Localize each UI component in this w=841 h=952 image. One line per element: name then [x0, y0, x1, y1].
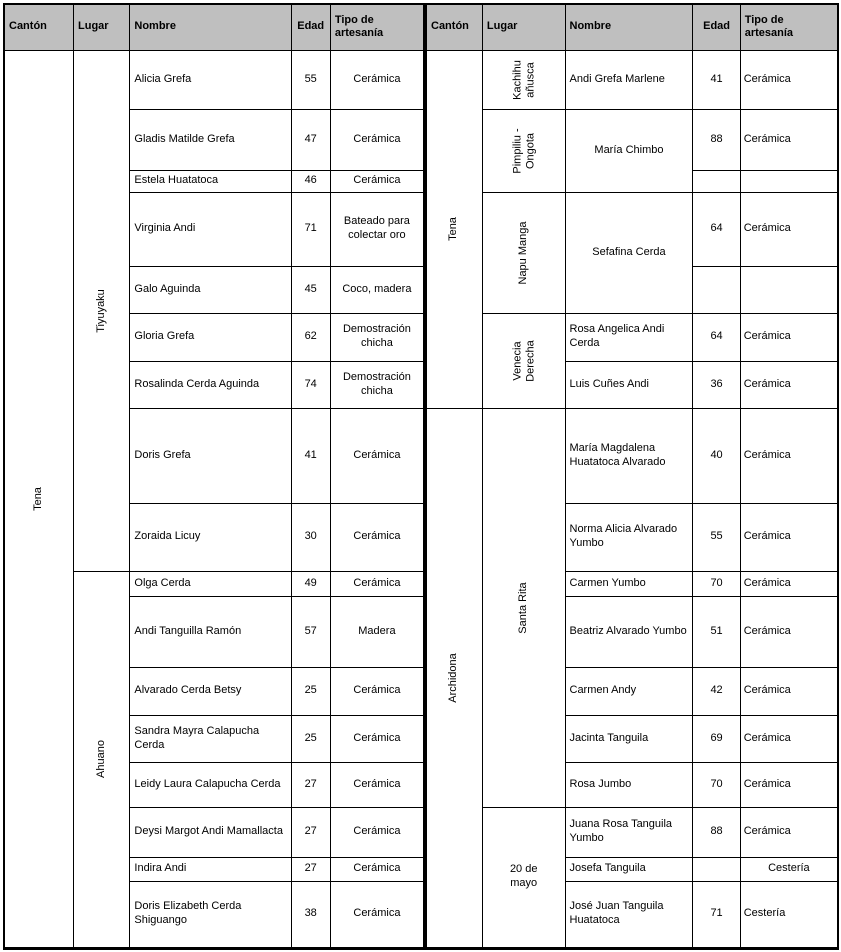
lugar-label: Santa Rita — [516, 581, 529, 634]
cell-nombre: Juana Rosa Tanguila Yumbo — [565, 807, 693, 857]
lugar-label-santa-rita — [482, 408, 565, 807]
cell-edad: 27 — [291, 807, 330, 857]
cell-tipo: Cerámica — [330, 715, 425, 762]
cell-edad: 30 — [291, 503, 330, 571]
cell-edad: 49 — [291, 571, 330, 596]
cell-tipo: Cerámica — [740, 313, 838, 361]
table-row — [4, 571, 838, 596]
cell-nombre: Doris Grefa — [130, 408, 291, 503]
cell-nombre: Luis Cuñes Andi — [565, 361, 693, 408]
cell-edad: 45 — [291, 266, 330, 313]
cell-edad: 62 — [291, 313, 330, 361]
cell-nombre: Olga Cerda — [130, 571, 291, 596]
cell-edad: 47 — [291, 109, 330, 170]
cell-nombre: Zoraida Licuy — [130, 503, 291, 571]
cell-tipo: Cerámica — [330, 857, 425, 881]
lugar-label: Tiyuyaku — [94, 288, 107, 333]
lugar-label: 20 de mayo — [509, 863, 538, 889]
cell-edad: 88 — [693, 109, 740, 170]
cell-nombre: Carmen Yumbo — [565, 571, 693, 596]
lugar-label-ahuano — [74, 571, 130, 948]
cell-tipo: Cerámica — [330, 571, 425, 596]
cell-nombre: Andi Grefa Marlene — [565, 50, 693, 109]
cell-edad: 36 — [693, 361, 740, 408]
cell-nombre: Sandra Mayra Calapucha Cerda — [130, 715, 291, 762]
artisans-table — [3, 3, 839, 950]
cell-tipo: Cerámica — [740, 715, 838, 762]
cell-nombre: Josefa Tanguila — [565, 857, 693, 881]
cell-edad: 27 — [291, 762, 330, 807]
cell-tipo: Cerámica — [330, 807, 425, 857]
lugar-label: Kachihuañusca — [511, 59, 536, 100]
cell-edad: 74 — [291, 361, 330, 408]
cell-edad: 55 — [291, 50, 330, 109]
cell-tipo: Cerámica — [740, 667, 838, 715]
cell-tipo: Demostración chicha — [330, 361, 425, 408]
cell-nombre: Gloria Grefa — [130, 313, 291, 361]
header-nombre-left: Nombre — [130, 4, 291, 50]
cell-edad-empty — [693, 266, 740, 313]
cell-edad: 64 — [693, 313, 740, 361]
cell-nombre: Rosa Angelica Andi Cerda — [565, 313, 693, 361]
lugar-label-tiyuyaku — [74, 50, 130, 571]
header-tipo-right: Tipo de artesanía — [740, 4, 838, 50]
cell-nombre: Deysi Margot Andi Mamallacta — [130, 807, 291, 857]
cell-edad: 41 — [693, 50, 740, 109]
header-canton-left: Cantón — [4, 4, 74, 50]
lugar-label-napu-manga — [482, 192, 565, 313]
cell-tipo: Cestería — [740, 881, 838, 948]
cell-nombre: Alvarado Cerda Betsy — [130, 667, 291, 715]
cell-nombre: Carmen Andy — [565, 667, 693, 715]
cell-edad: 71 — [693, 881, 740, 948]
cell-edad: 64 — [693, 192, 740, 266]
cell-edad: 41 — [291, 408, 330, 503]
cell-tipo: Cerámica — [740, 361, 838, 408]
cell-nombre: José Juan Tanguila Huatatoca — [565, 881, 693, 948]
cell-edad: 25 — [291, 667, 330, 715]
cell-edad: 69 — [693, 715, 740, 762]
cell-edad: 71 — [291, 192, 330, 266]
cell-tipo: Cerámica — [330, 503, 425, 571]
header-edad-left: Edad — [291, 4, 330, 50]
canton-label: Archidona — [447, 652, 460, 703]
cell-tipo: Cerámica — [740, 503, 838, 571]
header-tipo-left: Tipo de artesanía — [330, 4, 425, 50]
cell-edad: 27 — [291, 857, 330, 881]
cell-tipo: Cerámica — [330, 408, 425, 503]
cell-nombre: Leidy Laura Calapucha Cerda — [130, 762, 291, 807]
lugar-label: Pimpiliu - Ongota — [511, 127, 536, 174]
header-nombre-right: Nombre — [565, 4, 693, 50]
cell-tipo: Cerámica — [740, 596, 838, 667]
cell-edad: 70 — [693, 762, 740, 807]
cell-nombre: Jacinta Tanguila — [565, 715, 693, 762]
cell-edad — [693, 857, 740, 881]
cell-tipo: Cerámica — [330, 762, 425, 807]
lugar-label-kachihuanusca — [482, 50, 565, 109]
cell-edad: 55 — [693, 503, 740, 571]
cell-tipo: Cerámica — [740, 807, 838, 857]
cell-edad: 38 — [291, 881, 330, 948]
lugar-label-20-de-mayo — [482, 807, 565, 948]
cell-tipo: Cerámica — [330, 667, 425, 715]
header-lugar-left: Lugar — [74, 4, 130, 50]
cell-tipo: Cerámica — [330, 109, 425, 170]
table-row — [4, 50, 838, 109]
header-lugar-right: Lugar — [482, 4, 565, 50]
cell-tipo-empty — [740, 266, 838, 313]
cell-nombre: Andi Tanguilla Ramón — [130, 596, 291, 667]
cell-edad: 25 — [291, 715, 330, 762]
cell-nombre: Virginia Andi — [130, 192, 291, 266]
canton-label-tena-right — [425, 50, 482, 408]
cell-nombre: Galo Aguinda — [130, 266, 291, 313]
cell-nombre: Rosalinda Cerda Aguinda — [130, 361, 291, 408]
lugar-label-pimpiliu-ongota — [482, 109, 565, 192]
cell-nombre: Beatriz Alvarado Yumbo — [565, 596, 693, 667]
canton-label: Tena — [447, 217, 460, 241]
cell-tipo: Coco, madera — [330, 266, 425, 313]
cell-edad: 46 — [291, 170, 330, 192]
cell-tipo: Cerámica — [740, 408, 838, 503]
cell-edad: 88 — [693, 807, 740, 857]
header-edad-right: Edad — [693, 4, 740, 50]
cell-nombre: María Chimbo — [565, 109, 693, 192]
lugar-label: Napu Manga — [516, 221, 529, 284]
cell-tipo: Cerámica — [330, 50, 425, 109]
lugar-label-venecia-derecha — [482, 313, 565, 408]
cell-tipo: Cerámica — [740, 109, 838, 170]
cell-edad-empty — [693, 170, 740, 192]
cell-edad: 40 — [693, 408, 740, 503]
cell-tipo: Cerámica — [740, 762, 838, 807]
cell-tipo: Cerámica — [740, 50, 838, 109]
cell-edad: 42 — [693, 667, 740, 715]
cell-nombre: Gladis Matilde Grefa — [130, 109, 291, 170]
canton-label-tena-left — [4, 50, 74, 948]
cell-nombre: Rosa Jumbo — [565, 762, 693, 807]
cell-nombre: Estela Huatatoca — [130, 170, 291, 192]
cell-tipo: Cerámica — [330, 881, 425, 948]
header-canton-right: Cantón — [425, 4, 482, 50]
lugar-label: Venecia Derecha — [511, 339, 536, 382]
cell-nombre: Norma Alicia Alvarado Yumbo — [565, 503, 693, 571]
cell-tipo: Cerámica — [740, 192, 838, 266]
lugar-label: Ahuano — [94, 740, 107, 778]
cell-tipo: Madera — [330, 596, 425, 667]
cell-nombre: María Magdalena Huatatoca Alvarado — [565, 408, 693, 503]
cell-nombre: Alicia Grefa — [130, 50, 291, 109]
canton-label: Tena — [32, 486, 45, 511]
cell-tipo: Cerámica — [330, 170, 425, 192]
cell-edad: 70 — [693, 571, 740, 596]
cell-tipo: Cerámica — [740, 571, 838, 596]
cell-tipo: Cestería — [740, 857, 838, 881]
cell-tipo-empty — [740, 170, 838, 192]
cell-nombre: Doris Elizabeth Cerda Shiguango — [130, 881, 291, 948]
cell-tipo: Demostración chicha — [330, 313, 425, 361]
cell-tipo: Bateado para colectar oro — [330, 192, 425, 266]
cell-edad: 51 — [693, 596, 740, 667]
cell-edad: 57 — [291, 596, 330, 667]
header-row — [4, 4, 838, 50]
cell-nombre: Indira Andi — [130, 857, 291, 881]
canton-label-archidona — [425, 408, 482, 948]
cell-nombre: Sefafina Cerda — [565, 192, 693, 313]
